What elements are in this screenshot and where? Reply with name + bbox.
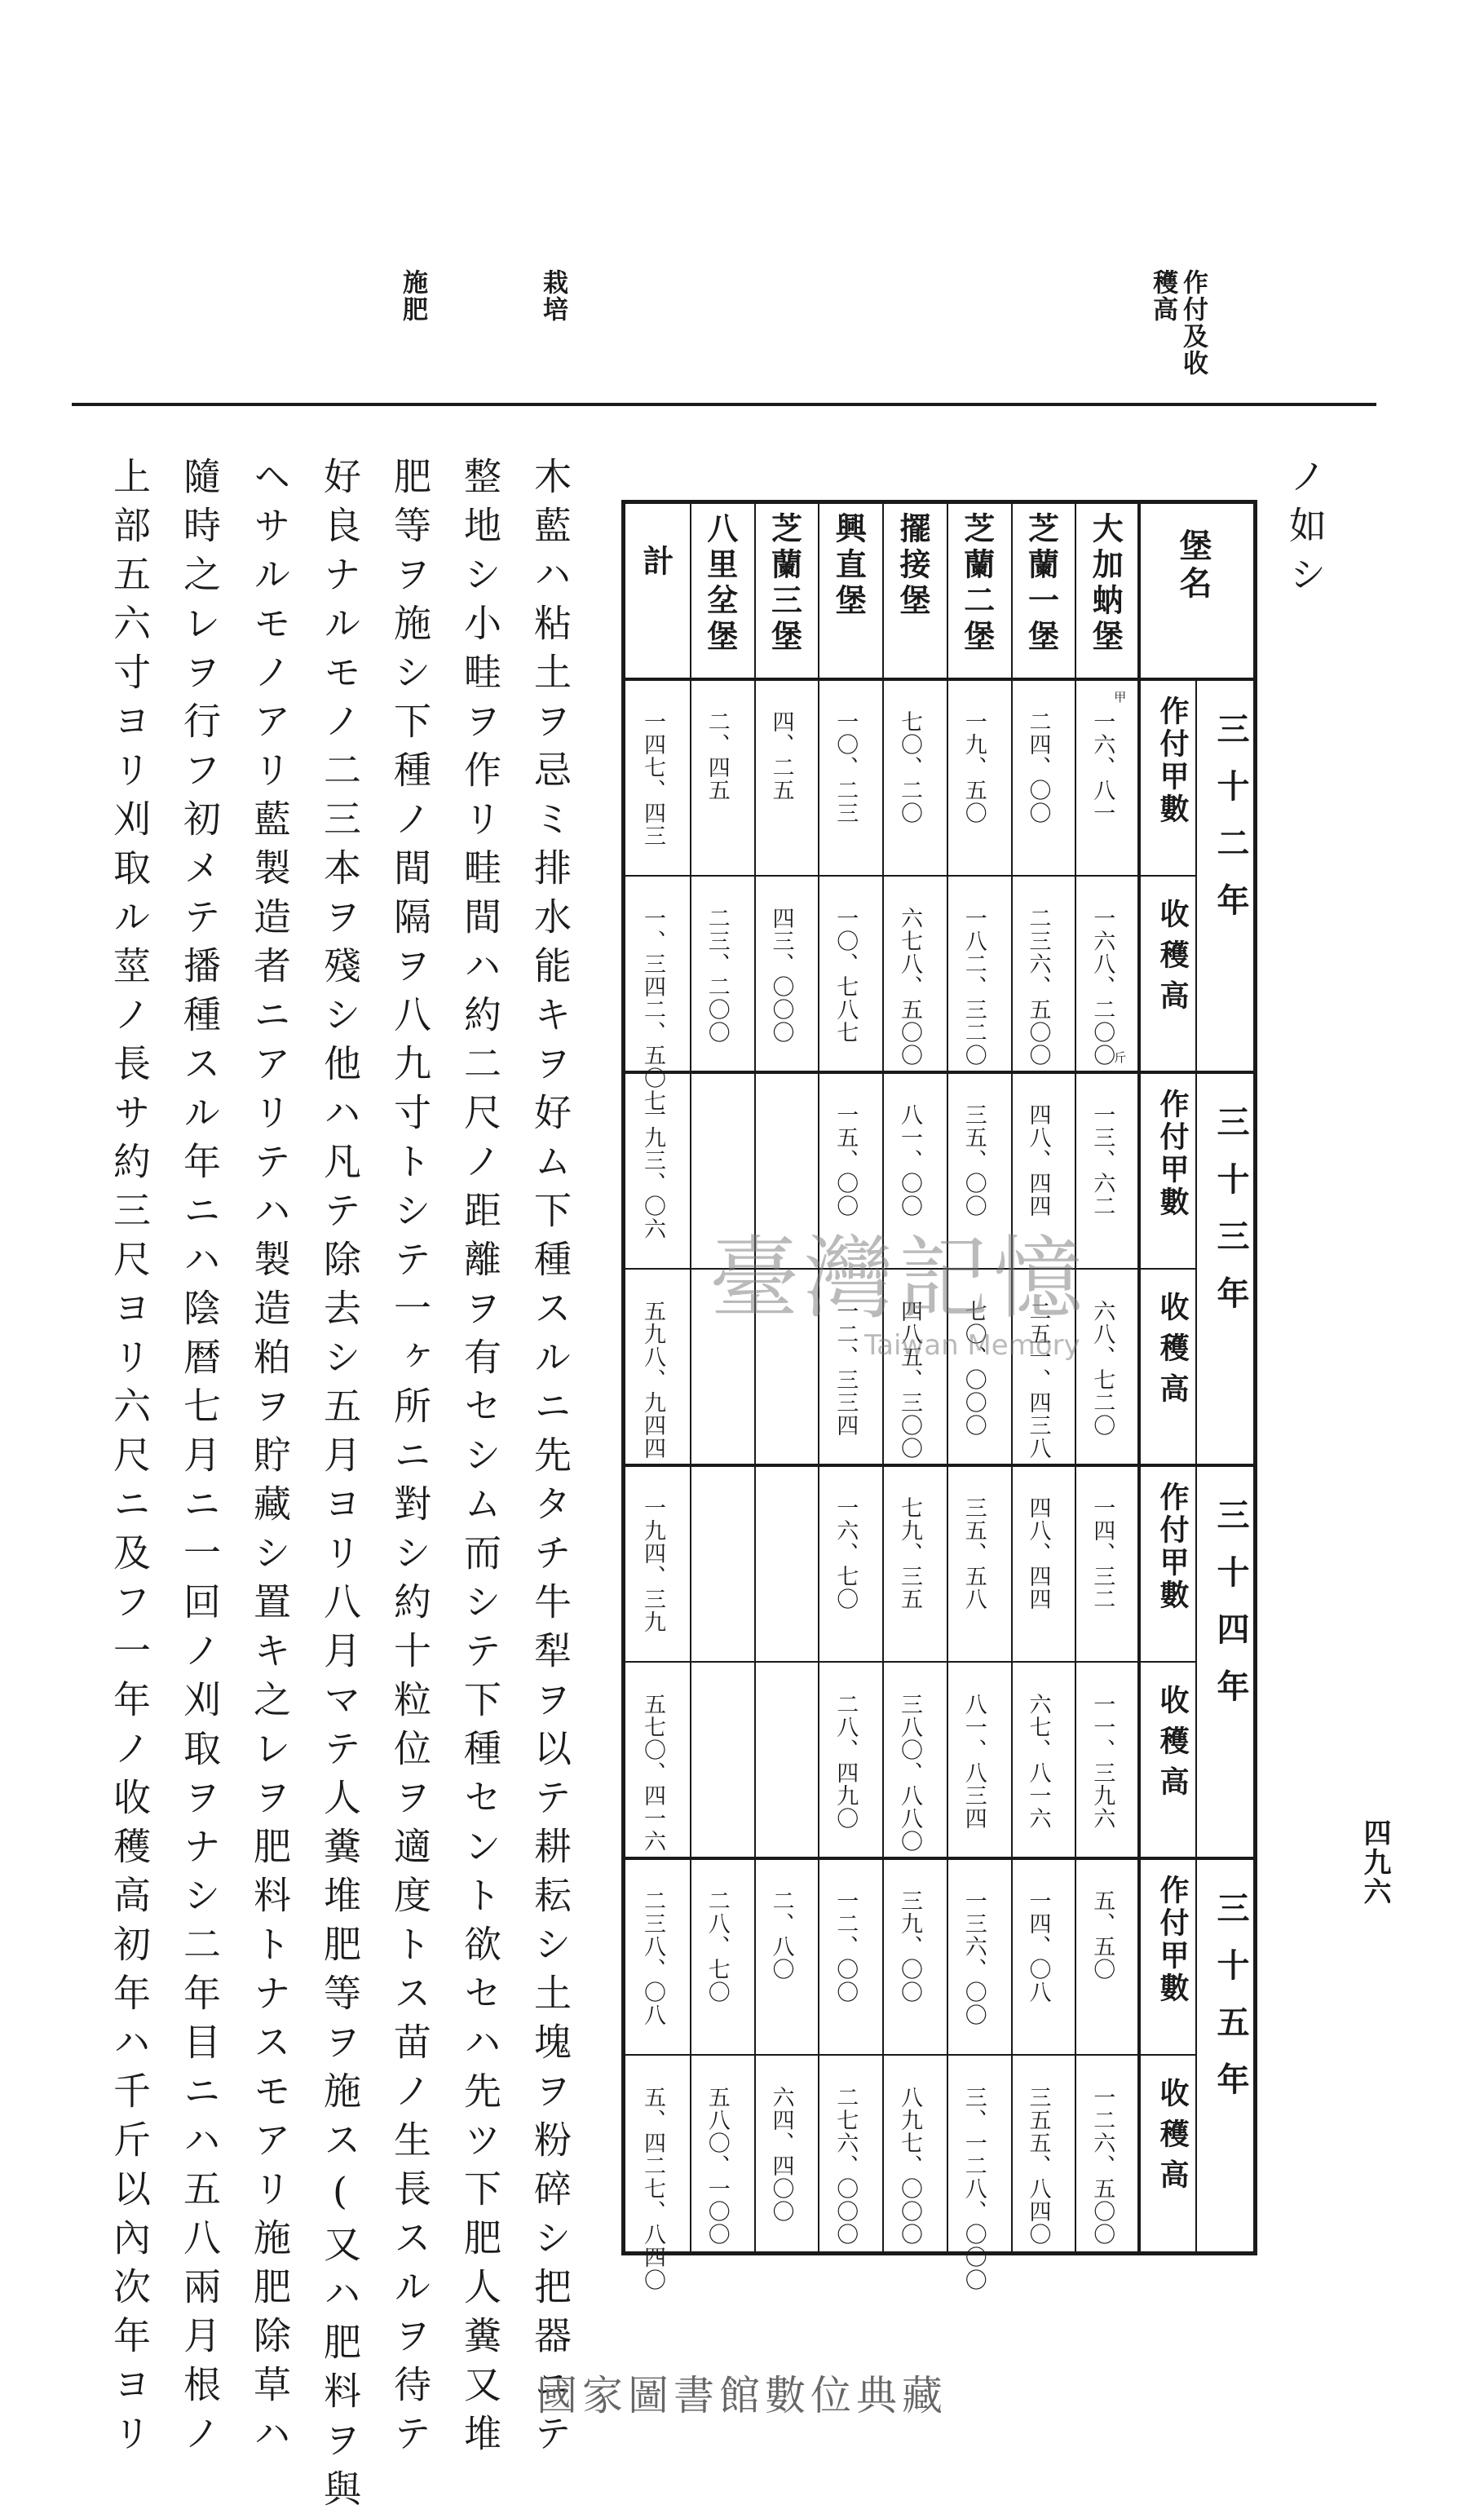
- row-divider: [818, 504, 819, 2251]
- row-name: 芝蘭一堡: [1022, 512, 1060, 656]
- table-cell: 八九七、〇〇〇: [897, 2086, 922, 2246]
- row-divider: [882, 504, 884, 2251]
- yield-header: 收穫高: [1155, 1685, 1190, 1807]
- heading-crop-line1: 作付及收: [1178, 269, 1208, 377]
- row-name: 大加蚋堡: [1087, 512, 1124, 656]
- table-cell: 二五一、四三八: [1025, 1300, 1051, 1460]
- year-header: 三十五年: [1212, 1891, 1250, 2119]
- yield-header: 收穫高: [1155, 899, 1190, 1021]
- table-cell: 三八〇、八八〇: [897, 1693, 922, 1853]
- year-header: 三十二年: [1212, 712, 1250, 940]
- row-name: 芝蘭三堡: [766, 512, 803, 656]
- intro-text: ノ如シ: [1283, 457, 1327, 603]
- table-cell: 八一、八三四: [961, 1693, 987, 1830]
- row-divider: [1011, 504, 1013, 2251]
- body-line-2: 整地シ小畦ヲ作リ畦間ハ約二尺ノ距離ヲ有セシム而シテ下種セント欲セハ先ツ下肥人糞又堆: [458, 457, 502, 2463]
- table-cell: 一九、五〇: [961, 710, 987, 824]
- year-block-rule: [625, 1071, 1253, 1074]
- table-cell: 五、四二七、八四〇: [640, 2086, 665, 2291]
- table-cell: 七九、三五: [897, 1496, 922, 1610]
- table-cell: 六四、四〇〇: [768, 2086, 794, 2223]
- table-cell: 七〇、二〇: [897, 710, 922, 824]
- table-cell: 二、八〇: [768, 1889, 794, 1981]
- table-cell: 三五、五八: [961, 1496, 987, 1610]
- name-header: 堡名: [1174, 528, 1212, 603]
- row-name: 芝蘭二堡: [958, 512, 996, 656]
- area-header: 作付甲數: [1155, 1089, 1190, 1219]
- table-cell: 二、四五: [704, 710, 730, 802]
- table-cell: 三九、〇〇: [897, 1889, 922, 2003]
- row-name: 八里坌堡: [701, 512, 739, 656]
- watermark: [709, 1207, 1088, 1362]
- body-line-6: 隨時之レヲ行フ初メテ播種スル年ニハ陰暦七月ニ一回ノ刈取ヲナシ二年目ニハ五八兩月根ノ: [178, 457, 222, 2463]
- area-header: 作付甲數: [1155, 1482, 1190, 1612]
- yield-header: 收穫高: [1155, 2078, 1190, 2200]
- table-cell: 一九三、〇六: [640, 1103, 665, 1240]
- body-line-1: 木藍ハ粘土ヲ忌ミ排水能キヲ好ム下種スルニ先タチ牛犁ヲ以テ耕耘シ土塊ヲ粉碎シ把器ニテ: [528, 457, 572, 2463]
- table-cell: 六七八、五〇〇: [897, 907, 922, 1067]
- row-name: 興直堡: [830, 512, 868, 620]
- header-divider: [1137, 504, 1141, 2251]
- area-yield-rule: [625, 875, 1196, 877]
- table-cell: 五八〇、一〇〇: [704, 2086, 730, 2246]
- row-divider: [1075, 504, 1076, 2251]
- body-line-4: 好良ナルモノ二三本ヲ殘シ他ハ凡テ除去シ五月ヨリ八月マテ人糞堆肥等ヲ施ス(又ハ肥料ヲ與: [318, 457, 362, 2518]
- table-cell: 七〇、〇〇〇: [961, 1300, 987, 1437]
- body-line-5: ヘサルモノアリ藍製造者ニアリテハ製造粕ヲ貯藏シ置キ之レヲ肥料トナスモアリ施肥除草ハ: [248, 457, 292, 2463]
- yield-header: 收穫高: [1155, 1292, 1190, 1414]
- area-yield-rule: [625, 1661, 1196, 1663]
- heading-cultivation: 栽培: [538, 269, 568, 323]
- year-header: 三十四年: [1212, 1498, 1250, 1726]
- area-header: 作付甲數: [1155, 696, 1190, 826]
- year-block-rule: [625, 1464, 1253, 1467]
- table-cell: 一二、三三四: [833, 1300, 859, 1437]
- table-cell: 一三、六二: [1089, 1103, 1115, 1217]
- table-cell: 一〇、二三: [833, 710, 859, 824]
- table-cell: 一四、〇八: [1025, 1889, 1051, 2003]
- table-cell: 一〇、七八七: [833, 907, 859, 1044]
- page-number: 四九六: [1358, 1818, 1391, 1906]
- table-cell: 五七〇、四一六: [640, 1693, 665, 1853]
- table-cell: 一三六、〇〇: [961, 1889, 987, 2026]
- table-cell: 一六八、二〇〇: [1089, 907, 1115, 1067]
- table-cell: 二三八、〇八: [640, 1889, 665, 2026]
- table-cell: 一五、〇〇: [833, 1103, 859, 1217]
- table-cell: 一六、八一: [1089, 710, 1115, 824]
- table-cell: 四八、四四: [1025, 1103, 1051, 1217]
- table-cell: 四八、四四: [1025, 1496, 1051, 1610]
- row-divider: [690, 504, 691, 2251]
- table-cell: 二三六、五〇〇: [1025, 907, 1051, 1067]
- table-cell: 一、三四二、五〇七: [640, 907, 665, 1112]
- table-cell: 三五五、八四〇: [1025, 2086, 1051, 2246]
- table-cell: 五、五〇: [1089, 1889, 1115, 1981]
- footer-archive-label: 國家圖書館數位典藏: [537, 2372, 947, 2419]
- table-cell: 一九四、三九: [640, 1496, 665, 1633]
- table-cell: 一二六、五〇〇: [1089, 2086, 1115, 2246]
- table-cell: 二八、四九〇: [833, 1693, 859, 1830]
- table-cell: 一四、三二: [1089, 1496, 1115, 1610]
- area-header: 作付甲數: [1155, 1875, 1190, 2005]
- watermark-en: Taiwan Memory: [864, 1329, 1080, 1362]
- table-cell: 一二、〇〇: [833, 1889, 859, 2003]
- unit-area-mark: 甲: [1112, 691, 1128, 703]
- table-cell: 六八、七二〇: [1089, 1300, 1115, 1437]
- table-cell: 二八、七〇: [704, 1889, 730, 2003]
- crop-yield-table: [621, 500, 1257, 2291]
- table-cell: 二七六、〇〇〇: [833, 2086, 859, 2246]
- table-cell: 八一、〇〇: [897, 1103, 922, 1217]
- table-cell: 一一、三九六: [1089, 1693, 1115, 1830]
- table-cell: 二三、二〇〇: [704, 907, 730, 1044]
- heading-crop-line2: 穫高: [1148, 269, 1177, 323]
- table-cell: 六七、八一六: [1025, 1693, 1051, 1830]
- unit-weight-mark: 斤: [1112, 1051, 1128, 1063]
- row-name: 擺接堡: [894, 512, 931, 620]
- table-cell: 一六、七〇: [833, 1496, 859, 1610]
- table-cell: 二四、〇〇: [1025, 710, 1051, 824]
- table-cell: 四、二五: [768, 710, 794, 802]
- name-band-rule: [625, 678, 1253, 681]
- row-name: 計: [638, 545, 674, 608]
- row-divider: [947, 504, 948, 2251]
- watermark-cn: 臺灣記憶: [709, 1226, 1088, 1331]
- header-rule: [72, 403, 1376, 406]
- heading-fertilizer: 施肥: [398, 269, 427, 323]
- table-cell: 四八五、三〇〇: [897, 1300, 922, 1460]
- table-cell: 五九八、九四四: [640, 1300, 665, 1460]
- body-line-3: 肥等ヲ施シ下種ノ間隔ヲ八九寸トシテ一ヶ所ニ對シ約十粒位ヲ適度トス苗ノ生長スルヲ待テ: [388, 457, 432, 2463]
- table-cell: 三、一二八、〇〇〇: [961, 2086, 987, 2291]
- table-cell: 四三、〇〇〇: [768, 907, 794, 1044]
- year-block-rule: [625, 1857, 1253, 1860]
- table-cell: 一四七、四三: [640, 710, 665, 847]
- area-yield-rule: [625, 2054, 1196, 2056]
- table-cell: 三五、〇〇: [961, 1103, 987, 1217]
- body-line-7: 上部五六寸ヨリ刈取ル莖ノ長サ約三尺ヨリ六尺ニ及フ一年ノ收穫高初年ハ千斤以內次年ヨリ: [108, 457, 152, 2463]
- row-divider: [754, 504, 756, 2251]
- table-cell: 一八二、三二〇: [961, 907, 987, 1067]
- year-header: 三十三年: [1212, 1105, 1250, 1333]
